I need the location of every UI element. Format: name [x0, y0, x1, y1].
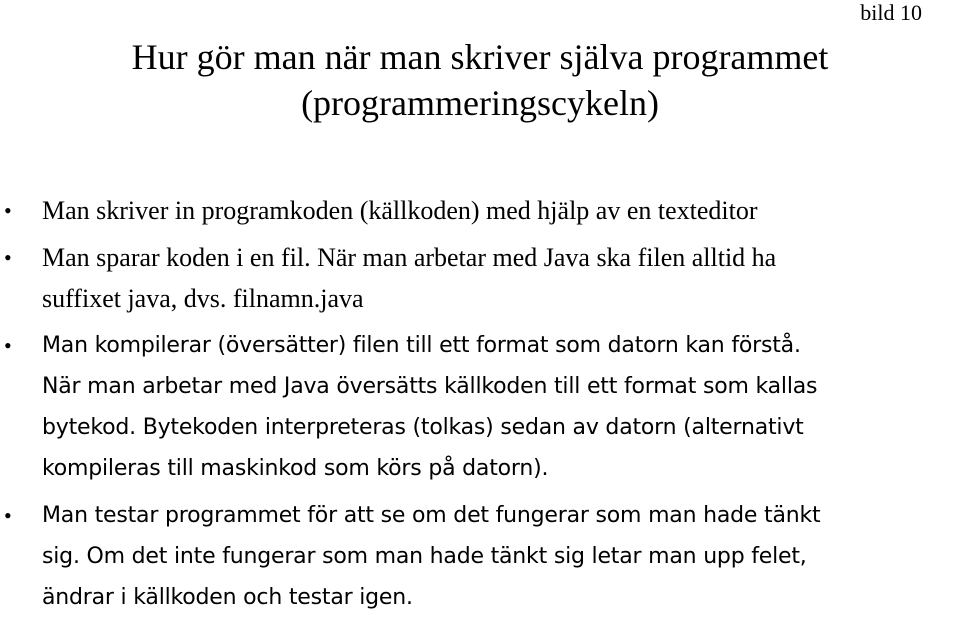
- bullet-line: sig. Om det inte fungerar som man hade tänkt sig letar man upp felet,: [42, 544, 807, 569]
- bullet-list: [0, 190, 960, 624]
- bullet-line: bytekod. Bytekoden interpreteras (tolkas) sedan av datorn (alternativt: [42, 415, 804, 440]
- slide-number: bild 10: [860, 0, 922, 25]
- bullet-marker: •: [4, 198, 12, 223]
- bullet-item-2: [0, 237, 960, 319]
- bullet-marker: •: [4, 503, 12, 528]
- bullet-marker: •: [4, 245, 12, 270]
- bullet-line: Man testar programmet för att se om det fungerar som man hade tänkt: [42, 503, 821, 528]
- bullet-item-3: [0, 325, 960, 489]
- bullet-line: suffixet java, dvs. filnamn.java: [42, 284, 364, 313]
- bullet-line: Man sparar koden i en fil. När man arbetar med Java ska filen alltid ha: [42, 243, 777, 272]
- bullet-line: När man arbetar med Java översätts källkoden till ett format som kallas: [42, 374, 818, 399]
- bullet-line: Man kompilerar (översätter) filen till ett format som datorn kan förstå.: [42, 333, 801, 358]
- bullet-item-1: [0, 190, 960, 231]
- bullet-marker: •: [4, 333, 12, 358]
- bullet-line: ändrar i källkoden och testar igen.: [42, 585, 413, 610]
- bullet-item-4: [0, 495, 960, 618]
- title-line-2: (programmeringscykeln): [301, 83, 659, 123]
- title-line-1: Hur gör man när man skriver själva programmet: [131, 37, 829, 77]
- bullet-line: kompileras till maskinkod som körs på datorn).: [42, 456, 549, 481]
- slide-title: [0, 34, 960, 126]
- bullet-line: Man skriver in programkoden (källkoden) med hjälp av en texteditor: [42, 196, 758, 225]
